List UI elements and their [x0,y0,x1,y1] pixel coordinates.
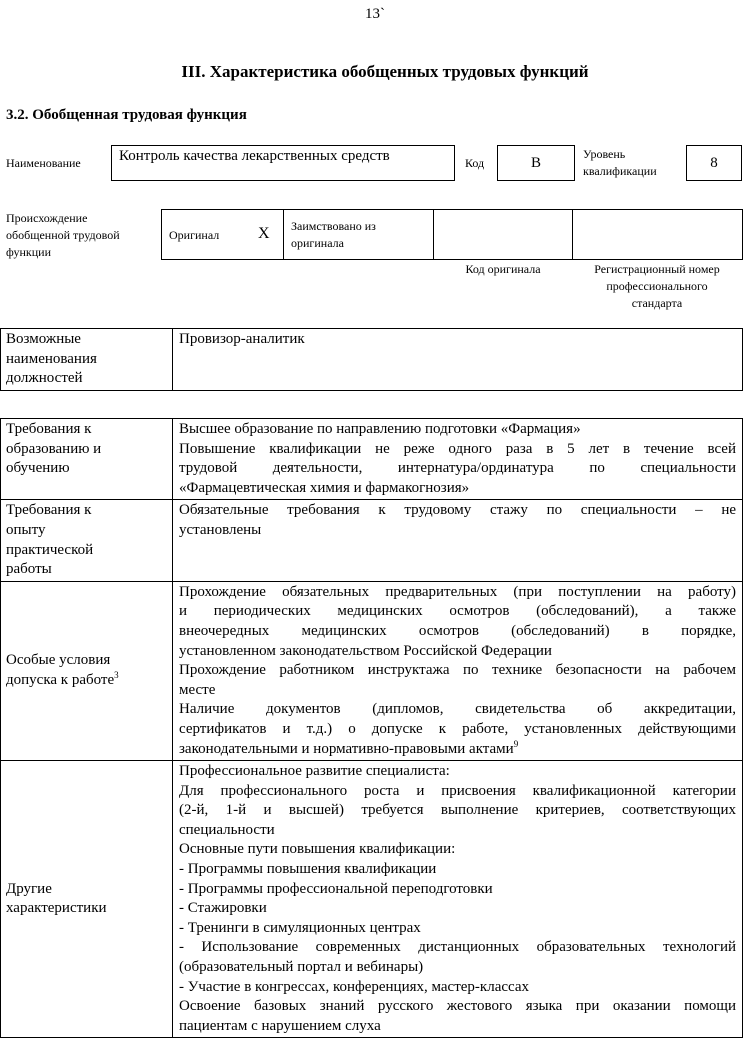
level-label [583,146,657,180]
origin-label-line-3: функции [6,245,51,259]
level-label-line-1: Уровень [583,147,626,161]
reg-number-caption [573,261,741,312]
original-mark: X [258,225,270,242]
level-box [686,145,742,181]
special-conditions-label: Особые условия допуска к работе$^3$ [1,581,173,760]
origin-label-line-2: обобщенной трудовой [6,228,120,242]
origin-divider-1 [283,210,284,259]
origin-label [6,210,120,261]
other-characteristics-row [1,761,743,1038]
name-box [111,145,455,181]
level-value: 8 [710,154,718,171]
name-value: Контроль качества лекарственных средств [119,148,390,164]
section-heading: III. Характеристика обобщенных трудовых функций [181,62,589,81]
borrowed-label-line-2: оригинала [291,236,344,250]
experience-label: Требования к опыту практической работы [1,500,173,581]
footnote-ref-3: 3 [114,669,119,680]
education-value: Высшее образование по направлению подготовки «Фармация» Повышение квалификации не реже одного раза в 5 лет в течение всей трудовой деятельности, интернатура/ординатура по специальности «Фармацевтическая химия и фармакогнозия» [173,419,743,500]
positions-label: Возможные наименования должностей [1,329,173,391]
other-characteristics-label: Другие характеристики [1,761,173,1038]
original-code-caption: Код оригинала [465,262,541,276]
reg-caption-line-2: профессионального [606,279,708,293]
origin-label-line-1: Происхождение [6,211,88,225]
subsection-heading: 3.2. Обобщенная трудовая функция [6,107,247,123]
name-label: Наименование [6,156,81,170]
reg-caption-line-1: Регистрационный номер [594,262,720,276]
origin-divider-3 [572,210,573,259]
education-row [1,419,743,500]
code-value: B [530,154,541,171]
footnote-ref-9: 9 [513,738,519,749]
special-conditions-row [1,581,743,760]
other-characteristics-value: Профессиональное развитие специалиста: Для профессионального роста и присвоения квалификационной категории (2-й, 1-й и высшей) требуется выполнение критериев, соответствующих специальности Основные пути повышения квалификации: - Программы повышения квалификации - Программы профессиональной переподготовки - Стажировки - Тренинги в симуляционных центрах - Использование современных дистанционных образовательных технологий (образовательный портал и вебинары) - Участие в конгрессах, конференциях, мастер-классах Освоение базовых знаний русского жестового языка при оказании помощи пациентам с нарушением слуха [173,761,743,1038]
positions-value: Провизор-аналитик [173,329,743,391]
experience-row [1,500,743,581]
code-box [497,145,575,181]
borrowed-label [291,218,376,252]
special-conditions-value: Прохождение обязательных предварительных (при поступлении на работу) и периодических медицинских осмотров (обследований), а также внеочередных медицинских осмотров (обследований) в порядке, установленном законодательством Российской Федерации Прохождение работником инструктажа по технике безопасности на рабочем месте Наличие документов (дипломов, свидетельства об аккредитации, сертификатов и т.д.) о допуске к работе, установленных действующими законодательными и нормативно-правовыми актами$^9$ [173,581,743,760]
positions-row [1,329,743,391]
page-number: 13` [365,6,385,22]
original-label: Оригинал [169,228,220,242]
level-label-line-2: квалификации [583,164,657,178]
positions-table [0,328,743,391]
education-label: Требования к образованию и обучению [1,419,173,500]
code-label: Код [465,156,485,170]
origin-divider-2 [433,210,434,259]
experience-value: Обязательные требования к трудовому стажу по специальности – не установлены [173,500,743,581]
borrowed-label-line-1: Заимствовано из [291,219,376,233]
origin-table [161,209,743,260]
requirements-table [0,418,743,1038]
reg-caption-line-3: стандарта [631,296,683,310]
